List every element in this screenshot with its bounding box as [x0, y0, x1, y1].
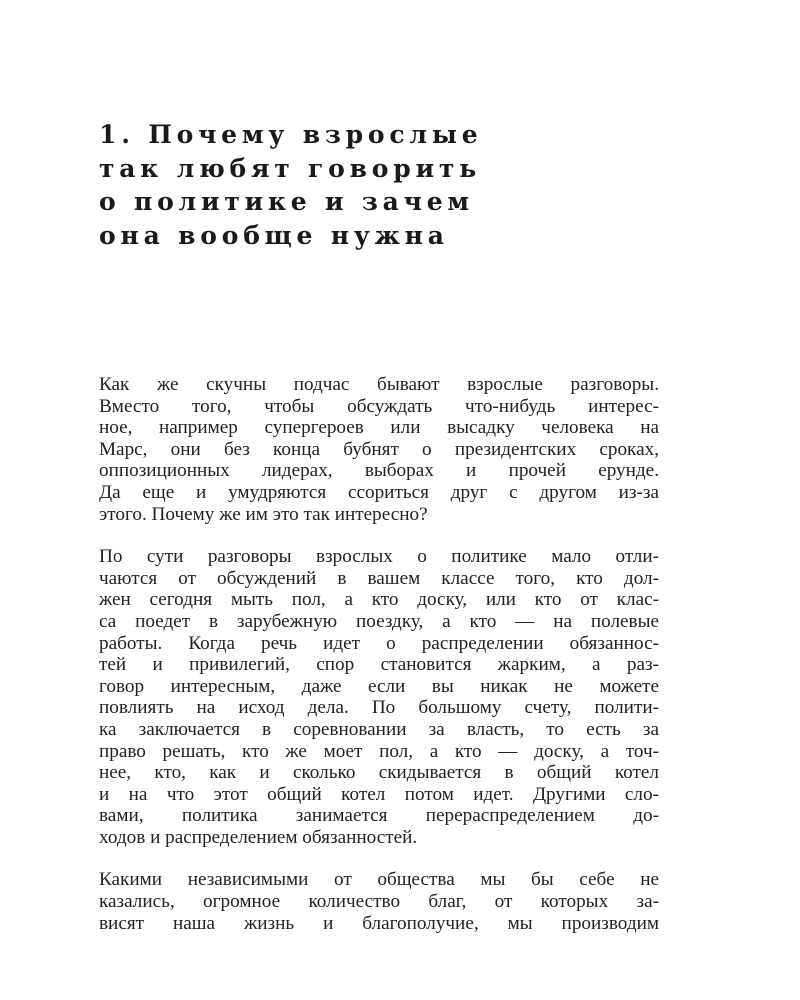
text-line: По сути разговоры взрослых о политике мало отли- — [99, 546, 659, 568]
text-line: оппозиционных лидерах, выборах и прочей ерунде. — [99, 460, 659, 482]
text-line: работы. Когда речь идет о распределении обязаннос- — [99, 632, 659, 654]
chapter-title-line: 1. Почему взрослые — [99, 120, 483, 149]
text-line: чаются от обсуждений в вашем классе того, кто дол- — [99, 567, 659, 589]
text-line: этого. Почему же им это так интересно? — [99, 503, 428, 525]
text-line: висят наша жизнь и благополучие, мы производим — [99, 912, 659, 934]
text-line: говор интересным, даже если вы никак не можете — [99, 675, 659, 697]
chapter-title-line: так любят говорить — [99, 153, 481, 183]
paragraph-3 — [99, 869, 659, 934]
paragraph-2 — [99, 546, 659, 848]
text-line: ходов и распределением обязанностей. — [99, 826, 418, 848]
text-line: казались, огромное количество благ, от которых за- — [99, 891, 659, 913]
text-line: Какими независимыми от общества мы бы себе не — [99, 869, 659, 891]
text-line: право решать, кто же моет пол, а кто — доску, а точ- — [99, 740, 659, 762]
chapter-title — [99, 118, 482, 252]
text-line: са поедет в зарубежную поездку, а кто — на полевые — [99, 610, 659, 632]
text-line: жен сегодня мыть пол, а кто доску, или кто от клас- — [99, 589, 659, 611]
text-line: Как же скучны подчас бывают взрослые разговоры. — [99, 374, 659, 395]
text-line: повлиять на исход дела. По большому счету, полити- — [99, 697, 659, 719]
text-line: нее, кто, как и сколько скидывается в общий котел — [99, 762, 659, 784]
text-line: ка заключается в соревновании за власть, то есть за — [99, 718, 659, 740]
chapter-title-line: о политике и зачем — [99, 187, 474, 216]
text-line: тей и привилегий, спор становится жарким, а раз- — [99, 654, 659, 676]
text-line: Да еще и умудряются ссориться друг с другом из-за — [99, 481, 659, 503]
chapter-title-line: она вообще нужна — [99, 220, 449, 250]
text-line: ное, например супергероев или высадку человека на — [99, 417, 659, 439]
paragraph-1 — [99, 374, 659, 525]
text-line: Марс, они без конца бубнят о президентских сроках, — [99, 438, 659, 460]
text-line: Вместо того, чтобы обсуждать что-нибудь интерес- — [99, 395, 659, 417]
body-text — [99, 374, 659, 934]
text-line: и на что этот общий котел потом идет. Другими сло- — [99, 783, 659, 805]
text-line: вами, политика занимается перераспределением до- — [99, 805, 659, 827]
